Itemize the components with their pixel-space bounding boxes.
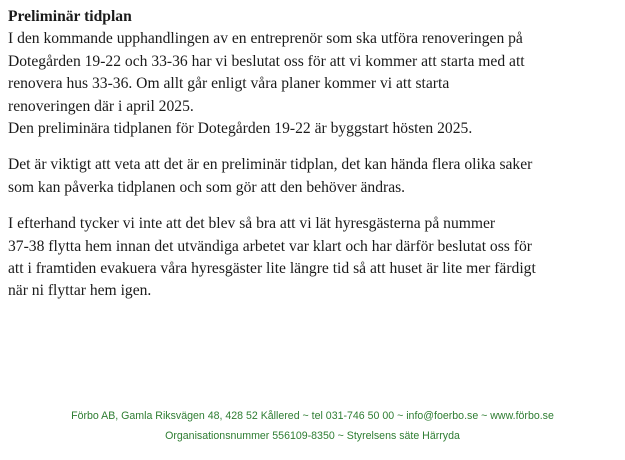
paragraph-line: Det är viktigt att veta att det är en preliminär tidplan, det kan hända flera olika saker <box>8 156 533 174</box>
paragraph-spacer <box>8 199 620 213</box>
paragraph-line: när ni flyttar hem igen. <box>8 282 152 300</box>
paragraph-line: renovera hus 33-36. Om allt går enligt våra planer kommer vi att starta <box>8 75 450 93</box>
paragraph-line: I efterhand tycker vi inte att det blev så bra att vi lät hyresgästerna på nummer <box>8 215 496 233</box>
footer-org-line: Organisationsnummer 556109-8350 ~ Styrelsens säte Härryda <box>165 430 460 442</box>
paragraph-line: som kan påverka tidplanen och som gör att den behöver ändras. <box>8 178 406 196</box>
paragraph-spacer <box>8 140 620 154</box>
paragraph-line: att i framtiden evakuera våra hyresgäster lite längre tid så att huset är lite mer färdigt <box>8 260 536 278</box>
paragraph-line: 37-38 flytta hem innan det utvändiga arbetet var klart och har därför beslutat oss för <box>8 237 532 255</box>
paragraph-line: Den preliminära tidplanen för Dotegården 19-22 är byggstart hösten 2025. <box>8 120 473 138</box>
paragraph-schedule <box>8 28 620 140</box>
paragraph-line: Dotegården 19-22 och 33-36 har vi beslutat oss för att vi kommer att starta med att <box>8 52 525 70</box>
paragraph-line: I den kommande upphandlingen av en entreprenör som ska utföra renoveringen på <box>8 30 523 48</box>
footer-contact-line: Förbo AB, Gamla Riksvägen 48, 428 52 Kållered ~ tel 031-746 50 00 ~ info@foerbo.se ~ www.förbo.se <box>71 410 554 422</box>
paragraph-evacuation <box>8 213 620 303</box>
document-heading: Preliminär tidplan <box>8 8 132 25</box>
paragraph-disclaimer <box>8 154 620 199</box>
document-body <box>8 6 620 303</box>
paragraph-line: renoveringen där i april 2025. <box>8 97 194 115</box>
